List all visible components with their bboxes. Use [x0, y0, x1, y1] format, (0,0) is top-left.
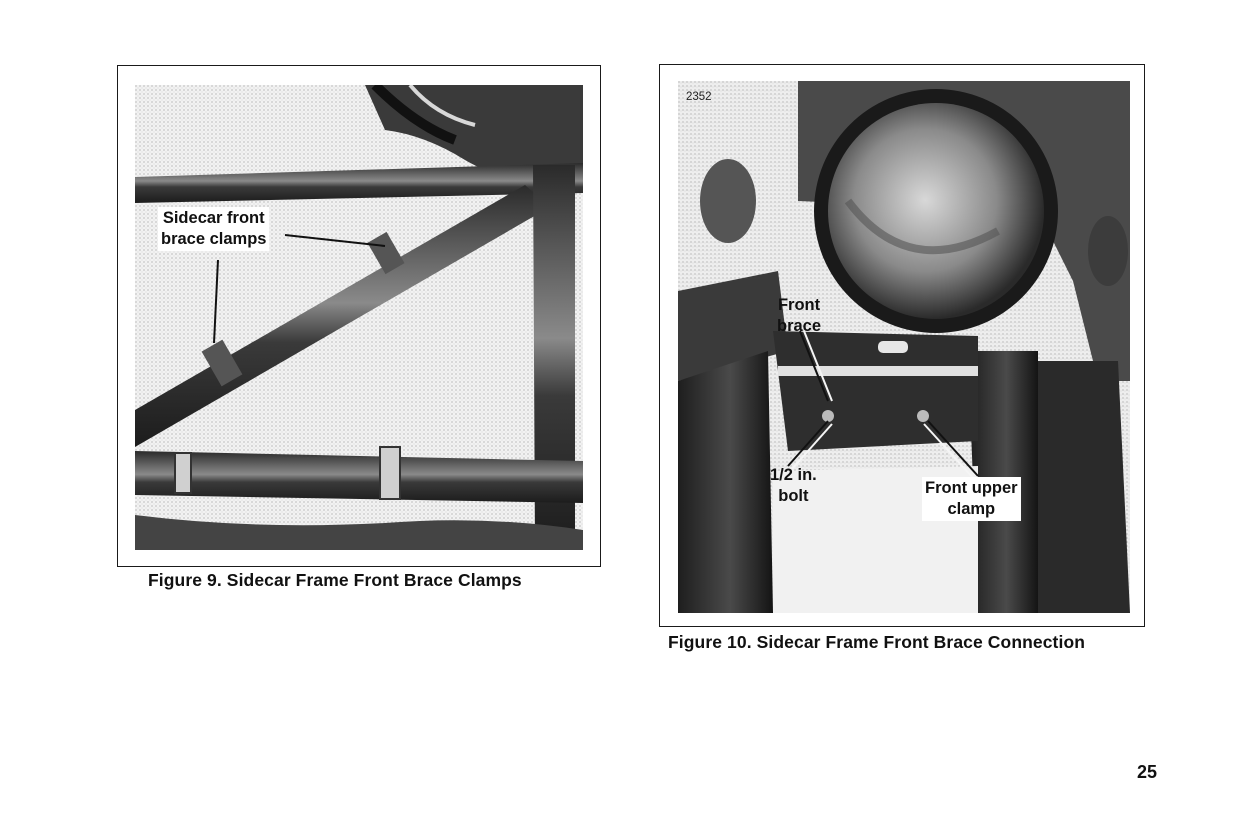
- front-brace-callout: Front brace: [777, 296, 822, 335]
- figure-10-frame: [659, 64, 1145, 627]
- page-number: 25: [1136, 762, 1157, 782]
- half-inch-bolt-callout: 1/2 in. bolt: [770, 466, 817, 505]
- figure-9-frame: [117, 65, 601, 567]
- photo-number: 2352: [686, 91, 712, 103]
- figure-9-photo: [135, 85, 583, 550]
- front-upper-clamp-callout: Front upper clamp: [922, 477, 1021, 521]
- figure-10-caption: Figure 10. Sidecar Frame Front Brace Connection: [668, 632, 1086, 652]
- sidecar-front-brace-clamps-callout: Sidecar front brace clamps: [158, 207, 269, 251]
- figure-9-caption: Figure 9. Sidecar Frame Front Brace Clamps: [148, 570, 522, 590]
- figure-10-photo: [678, 81, 1130, 613]
